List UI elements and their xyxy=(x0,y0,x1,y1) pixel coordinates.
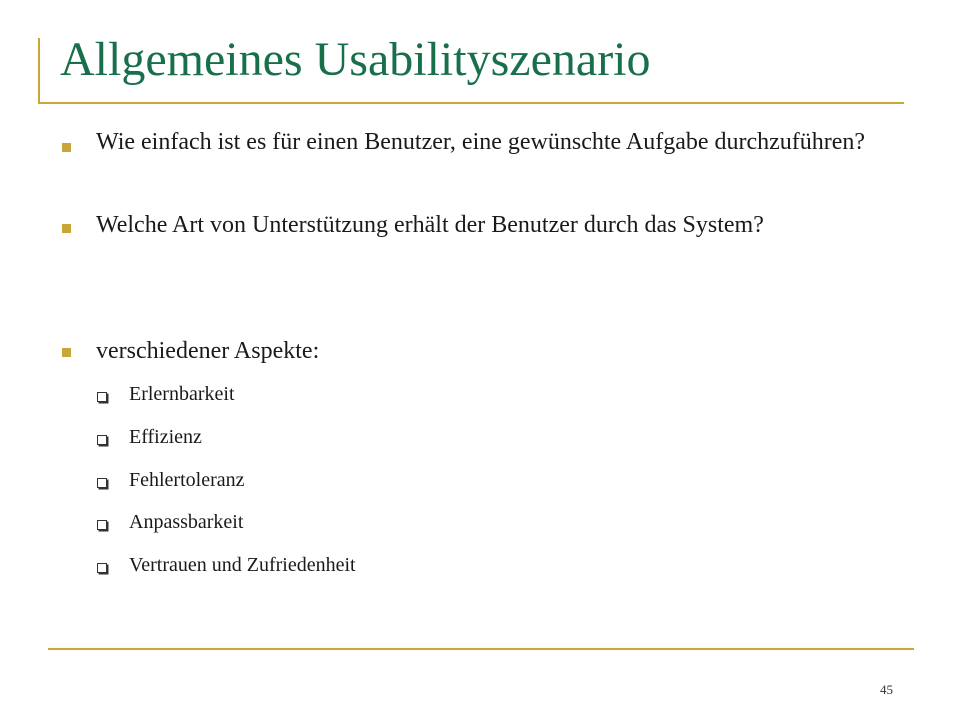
checkbox-bullet-icon xyxy=(97,520,107,530)
title-divider xyxy=(38,102,904,104)
sub-bullet-text: Effizienz xyxy=(129,426,202,448)
bullet-marker xyxy=(62,224,71,233)
bullet-text: verschiedener Aspekte: xyxy=(96,338,320,364)
bullet-marker xyxy=(62,348,71,357)
sub-bullet-text: Fehlertoleranz xyxy=(129,469,245,491)
checkbox-bullet-icon xyxy=(97,563,107,573)
bullet-text: Welche Art von Unterstützung erhält der Benutzer durch das System? xyxy=(96,212,764,238)
footer-divider xyxy=(48,648,914,650)
checkbox-bullet-icon xyxy=(97,435,107,445)
slide-title: Allgemeines Usabilityszenario xyxy=(60,33,651,86)
title-accent-bar xyxy=(38,38,40,104)
sub-bullet-text: Anpassbarkeit xyxy=(129,511,244,533)
checkbox-bullet-icon xyxy=(97,392,107,402)
bullet-text: Wie einfach ist es für einen Benutzer, eine gewünschte Aufgabe durchzuführen? xyxy=(96,129,866,155)
sub-bullet-text: Vertrauen und Zufriedenheit xyxy=(129,554,356,576)
page-number: 45 xyxy=(880,682,893,697)
checkbox-bullet-icon xyxy=(97,478,107,488)
bullet-marker xyxy=(62,143,71,152)
sub-bullet-text: Erlernbarkeit xyxy=(129,383,235,405)
